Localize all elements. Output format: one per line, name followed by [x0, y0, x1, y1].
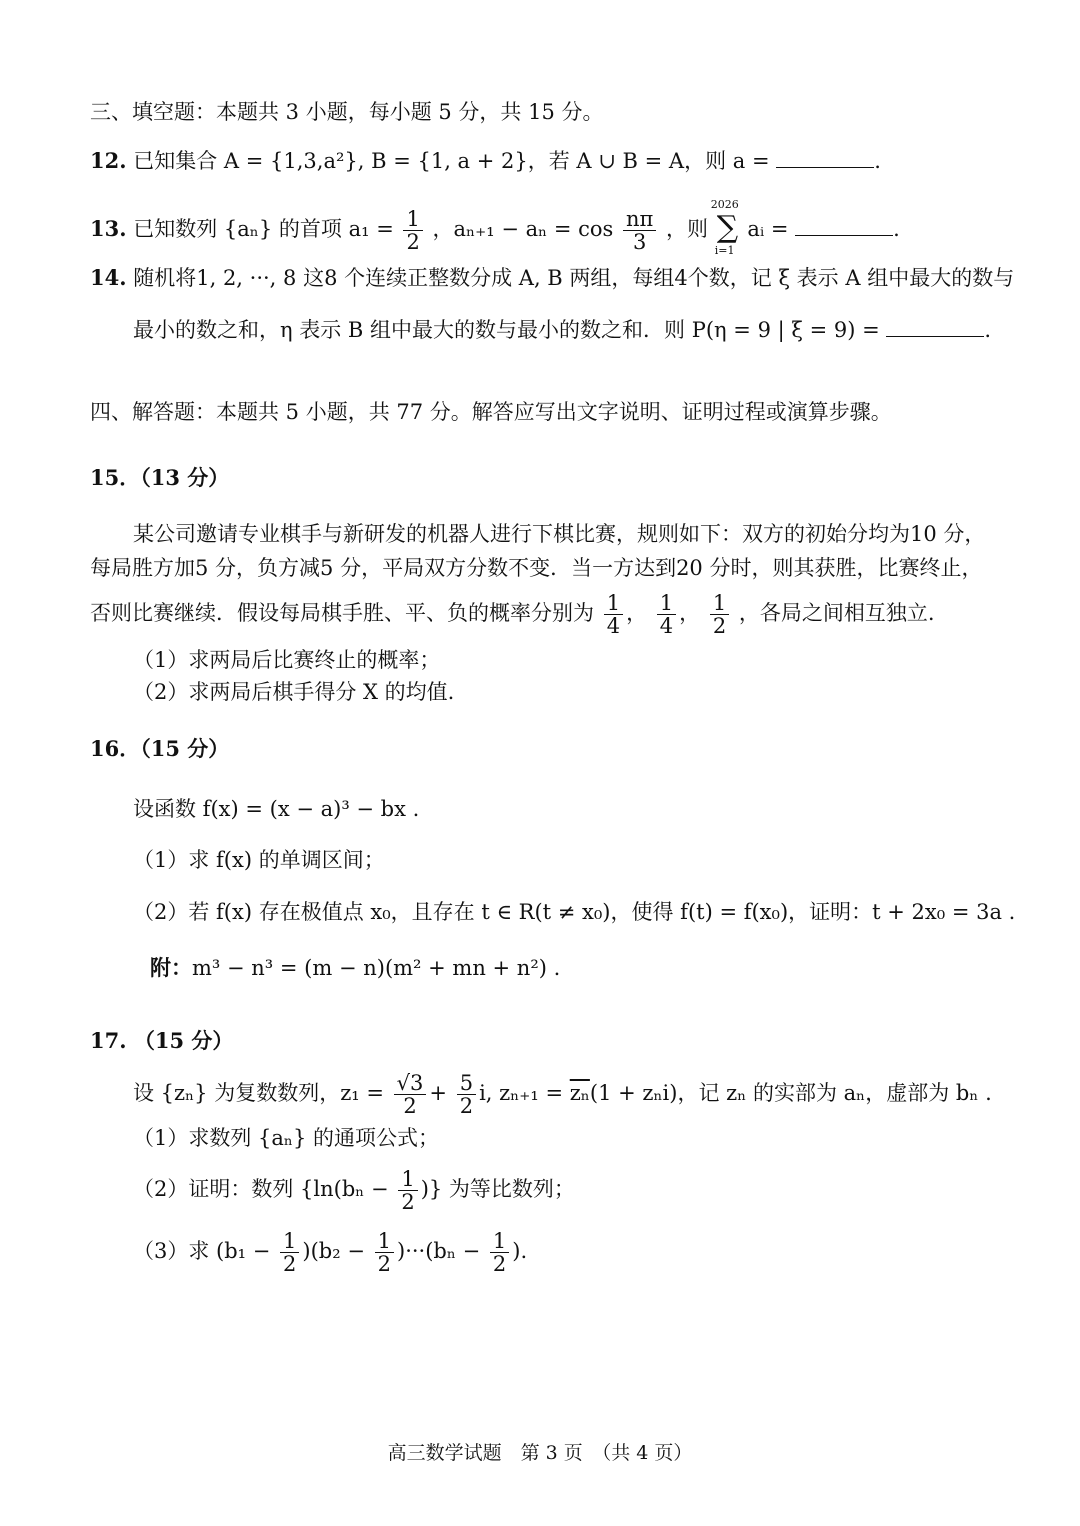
summation: 2026 ∑ i=1	[710, 197, 739, 257]
question-16-header: 16．（15 分）	[90, 736, 230, 761]
period: .	[984, 318, 992, 342]
answer-blank	[795, 217, 893, 236]
question-number: 13.	[90, 216, 127, 242]
fraction: $\frac{1}{4}$	[604, 592, 623, 637]
fraction: $\frac{1}{2}$	[403, 208, 422, 253]
question-text: )(b₂ −	[302, 1239, 372, 1264]
question-text: aᵢ =	[747, 217, 796, 242]
question-17-sub1: （1）求数列 {aₙ} 的通项公式；	[133, 1126, 440, 1150]
fraction: $\frac{1}{2}$	[280, 1230, 299, 1275]
note-formula: m³ − n³ = (m − n)(m² + mn + n²) .	[192, 956, 561, 980]
fraction: $\frac{1}{2}$	[375, 1230, 394, 1275]
question-15-header: 15．（13 分）	[90, 465, 230, 490]
question-number: 12.	[90, 148, 127, 173]
question-text: ).	[512, 1239, 528, 1264]
fraction: $\frac{5}{2}$	[457, 1072, 476, 1117]
question-17-intro: 设 {zₙ} 为复数数列，z₁ = $\frac{√3}{2}$ + $\frac{5}{2}$ i, $z_{n+1} = \overline{z_n}(1 + z_ni)$，记 zₙ 的实部为 aₙ，虚部为 bₙ .	[133, 1071, 992, 1119]
question-text: ，aₙ₊₁ − aₙ = cos	[432, 217, 614, 242]
question-16-intro: 设函数 f(x) = (x − a)³ − bx .	[133, 797, 420, 821]
question-15-line1: 某公司邀请专业棋手与新研发的机器人进行下棋比赛，规则如下：双方的初始分均为10 分，	[133, 522, 986, 546]
answer-blank	[776, 149, 874, 168]
fraction: $\frac{n\pi}{3}$	[623, 208, 656, 253]
question-text: )···(bₙ −	[397, 1239, 487, 1264]
question-text: 已知集合 A = {1,3,a²}, B = {1, a + 2}，若 A ∪ B = A，则 a =	[133, 149, 777, 173]
question-number: 14.	[90, 265, 127, 290]
question-14	[90, 265, 1014, 291]
question-15-line2: 每局胜方加5 分，负方减5 分，平局双方分数不变．当一方达到20 分时，则其获胜，比赛终止，	[90, 556, 983, 580]
fraction: $\frac{1}{2}$	[710, 592, 729, 637]
question-15-sub2: （2）求两局后棋手得分 X 的均值.	[133, 680, 455, 704]
question-12	[90, 148, 881, 174]
conjugate: $\overline{z_n}$	[569, 1081, 590, 1106]
question-17-sub2	[133, 1168, 575, 1213]
fraction: $\frac{1}{4}$	[657, 592, 676, 637]
note-label: 附：	[150, 955, 192, 980]
question-text: )} 为等比数列；	[420, 1177, 575, 1202]
question-15-sub1: （1）求两局后比赛终止的概率；	[133, 648, 441, 672]
question-text: 设 {zₙ} 为复数数列，z₁ =	[133, 1081, 391, 1106]
question-text: 随机将1, 2, ···, 8 这8 个连续正整数分成 A, B 两组，每组4个数，记 ξ 表示 A 组中最大的数与	[133, 266, 1015, 290]
question-text: i, zₙ₊₁ =	[479, 1081, 570, 1106]
question-text: (1 + zₙi)，记 zₙ 的实部为 aₙ，虚部为 bₙ .	[589, 1081, 992, 1106]
period: .	[874, 149, 881, 173]
period: .	[893, 217, 900, 242]
question-14-line2	[133, 318, 991, 343]
question-text: ，则	[666, 217, 709, 242]
question-text: （3）求 (b₁ −	[133, 1239, 278, 1264]
question-text: （2）证明：数列 {ln(bₙ −	[133, 1177, 396, 1202]
question-text: 最小的数之和，η 表示 B 组中最大的数与最小的数之和．则 P(η = 9 | ξ = 9) =	[133, 318, 887, 342]
fraction: $\frac{1}{2}$	[490, 1230, 509, 1275]
question-text: 否则比赛继续．假设每局棋手胜、平、负的概率分别为	[90, 601, 594, 626]
question-17-sub3	[133, 1230, 527, 1275]
answer-blank	[886, 318, 984, 337]
question-text: 已知数列 {aₙ} 的首项 a₁ =	[133, 217, 401, 242]
question-15-line3: 否则比赛继续．假设每局棋手胜、平、负的概率分别为 $\frac{1}{4}$ ， $\frac{1}{4}$ ， $\frac{1}{2}$ ，各局之间相互独立.	[90, 591, 935, 639]
question-16-sub2: （2）若 f(x) 存在极值点 x₀，且存在 t ∈ R(t ≠ x₀)，使得 f(t) = f(x₀)，证明：t + 2x₀ = 3a .	[133, 900, 1016, 924]
page-footer: 高三数学试题 第 3 页 （共 4 页）	[387, 1442, 693, 1464]
section3-heading: 三、填空题：本题共 3 小题，每小题 5 分，共 15 分。	[90, 100, 604, 124]
question-16-sub1: （1）求 f(x) 的单调区间；	[133, 848, 385, 872]
question-13	[90, 197, 900, 257]
fraction: $\frac{1}{2}$	[398, 1168, 417, 1213]
fraction: $\frac{√3}{2}$	[394, 1072, 427, 1117]
section4-heading: 四、解答题：本题共 5 小题，共 77 分。解答应写出文字说明、证明过程或演算步骤。	[90, 400, 892, 424]
question-17-header: 17. （15 分）	[90, 1028, 234, 1053]
question-text: ，各局之间相互独立.	[738, 601, 935, 626]
question-16-note	[150, 955, 560, 981]
